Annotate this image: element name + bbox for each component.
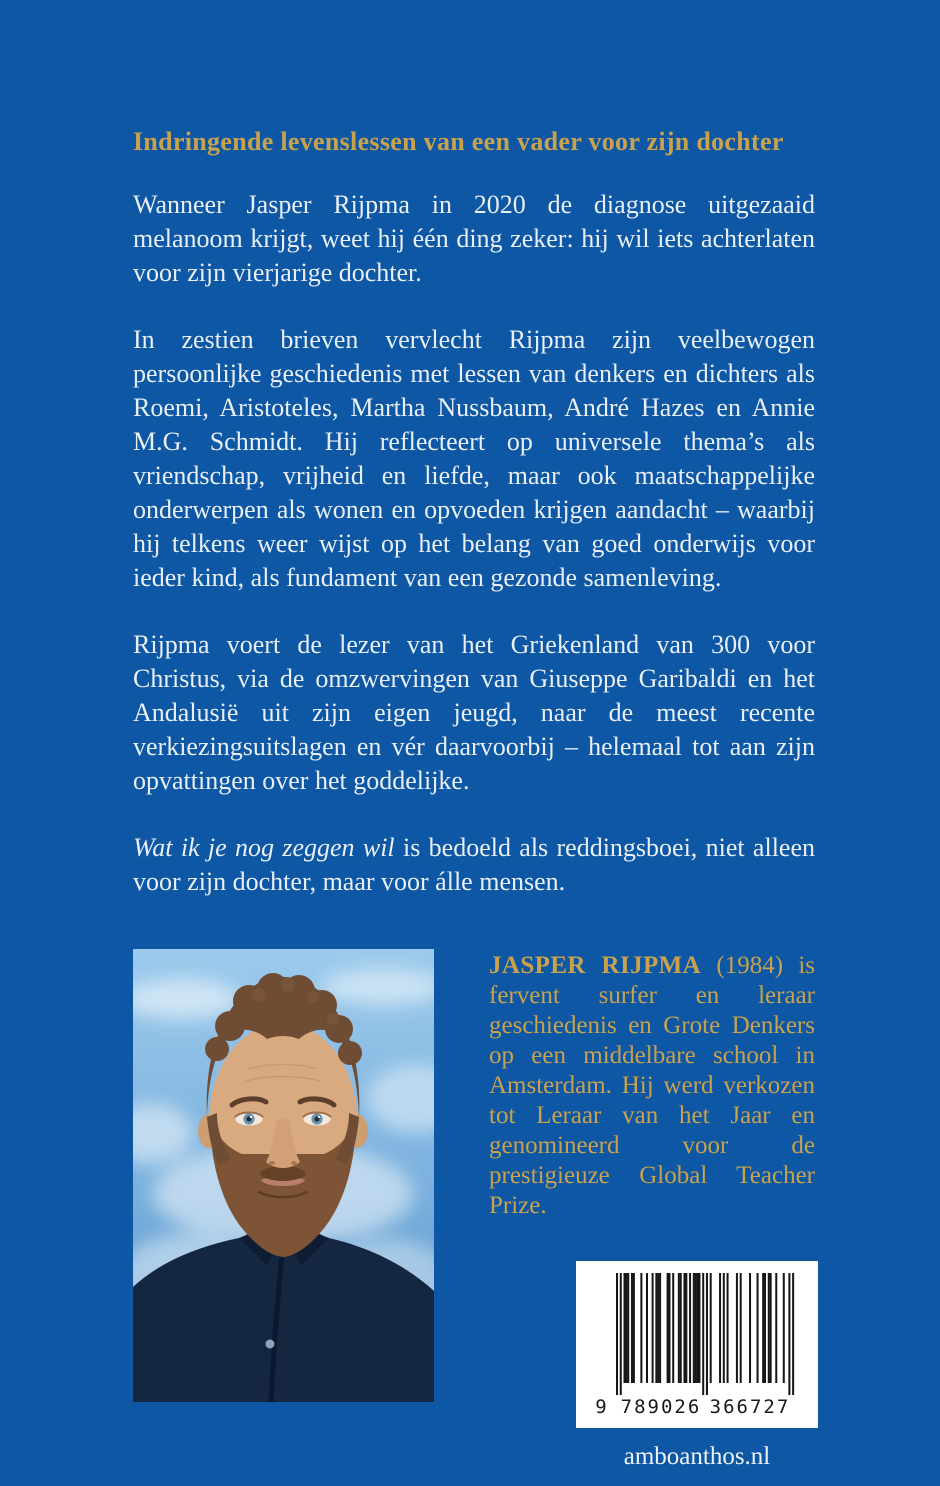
synopsis [133, 188, 815, 899]
closing-line-text: is bedoeld als reddingsboei, niet alleen voor zijn dochter, maar voor álle mensen. [133, 833, 816, 896]
synopsis-paragraph-2: In zestien brieven vervlecht Rijpma zijn veelbewogen persoonlijke geschiedenis met lessen van denkers en dichters als Roemi, Aristoteles, Martha Nussbaum, André Hazes en Annie M.G. Schmidt. Hij reflecteert op universele thema’s als vriendschap, vrijheid en liefde, maar ook maatschappelijke onderwerpen als wonen en opvoeden krijgen aandacht – waarbij hij telkens weer wijst op het belang van goed onderwijs voor ieder kind, als fundament van een gezonde samenleving. [133, 325, 815, 592]
book-title-italic: Wat ik je nog zeggen wil [133, 833, 395, 862]
author-section [133, 949, 815, 1472]
author-photo [133, 949, 434, 1402]
isbn-digit-lead: 9 [595, 1396, 609, 1418]
barcode-block [576, 1261, 818, 1428]
synopsis-paragraph-4 [133, 831, 815, 899]
tagline: Indringende levenslessen van een vader voor zijn dochter [133, 127, 784, 156]
isbn-digit-group2: 366727 [709, 1396, 791, 1418]
synopsis-paragraph-3: Rijpma voert de lezer van het Griekenland van 300 voor Christus, via de omzwervingen van Giuseppe Garibaldi en het Andalusië uit zijn eigen jeugd, naar de meest recente verkiezingsuitslagen en vér daarvoorbij – helemaal tot aan zijn opvattingen over het goddelijke. [133, 630, 815, 795]
synopsis-paragraph-1: Wanneer Jasper Rijpma in 2020 de diagnose uitgezaaid melanoom krijgt, weet hij één ding zeker: hij wil iets achterlaten voor zijn vierjarige dochter. [133, 190, 815, 287]
author-bio-text: (1984) is fervent surfer en leraar geschiedenis en Grote Denkers op een middelbare school in Amsterdam. Hij werd verkozen tot Leraar van het Jaar en genomineerd voor de prestigieuze Global Teacher Prize. [489, 952, 815, 1219]
publisher-url: amboanthos.nl [623, 1443, 771, 1470]
author-info-column [489, 949, 815, 1472]
author-name: JASPER RIJPMA [489, 952, 702, 979]
author-photo-frame [133, 949, 434, 1402]
author-bio [489, 951, 815, 1221]
back-cover-content [133, 127, 815, 1472]
isbn-barcode [576, 1261, 818, 1428]
isbn-digit-group1: 789026 [620, 1396, 702, 1418]
